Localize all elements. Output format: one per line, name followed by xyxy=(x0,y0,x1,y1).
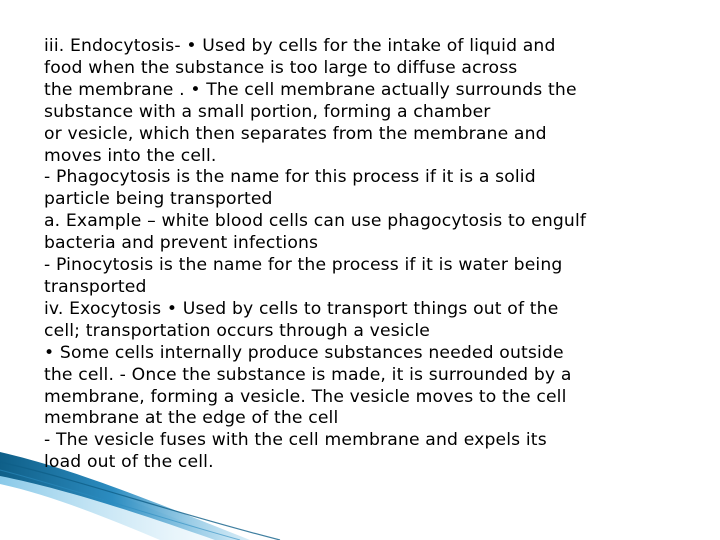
paragraph-vesicle xyxy=(44,124,694,168)
text-line: the membrane . • The cell membrane actually surrounds the xyxy=(44,79,577,100)
text-line: the cell. - Once the substance is made, it is surrounded by a xyxy=(44,364,572,385)
text-line: load out of the cell. xyxy=(44,452,214,473)
text-line: membrane, forming a vesicle. The vesicle moves to the cell xyxy=(44,386,567,407)
paragraph-exocytosis xyxy=(44,299,694,343)
paragraph-substances xyxy=(44,343,694,431)
text-line: iv. Exocytosis • Used by cells to transport things out of the xyxy=(44,298,559,319)
paragraph-membrane-surrounds xyxy=(44,80,694,124)
text-line: • Some cells internally produce substances needed outside xyxy=(44,342,564,363)
text-line: cell; transportation occurs through a vesicle xyxy=(44,320,430,341)
text-line: or vesicle, which then separates from the membrane and xyxy=(44,123,547,144)
text-line: particle being transported xyxy=(44,189,273,210)
text-line: moves into the cell. xyxy=(44,145,217,166)
text-line: - Phagocytosis is the name for this process if it is a solid xyxy=(44,167,536,188)
paragraph-example xyxy=(44,211,694,255)
text-line: - Pinocytosis is the name for the process if it is water being xyxy=(44,255,563,276)
paragraph-phagocytosis xyxy=(44,167,694,211)
text-line: membrane at the edge of the cell xyxy=(44,408,339,429)
text-line: iii. Endocytosis- • Used by cells for the intake of liquid and xyxy=(44,36,556,56)
text-line: transported xyxy=(44,276,147,297)
paragraph-pinocytosis xyxy=(44,255,694,299)
text-line: substance with a small portion, forming a chamber xyxy=(44,101,491,122)
text-line: - The vesicle fuses with the cell membrane and expels its xyxy=(44,430,547,451)
paragraph-endocytosis xyxy=(44,36,694,80)
text-line: bacteria and prevent infections xyxy=(44,233,319,254)
text-line: food when the substance is too large to diffuse across xyxy=(44,57,518,78)
paragraph-vesicle-fuses xyxy=(44,430,694,474)
text-block xyxy=(44,36,694,474)
text-line: a. Example – white blood cells can use phagocytosis to engulf xyxy=(44,211,587,232)
